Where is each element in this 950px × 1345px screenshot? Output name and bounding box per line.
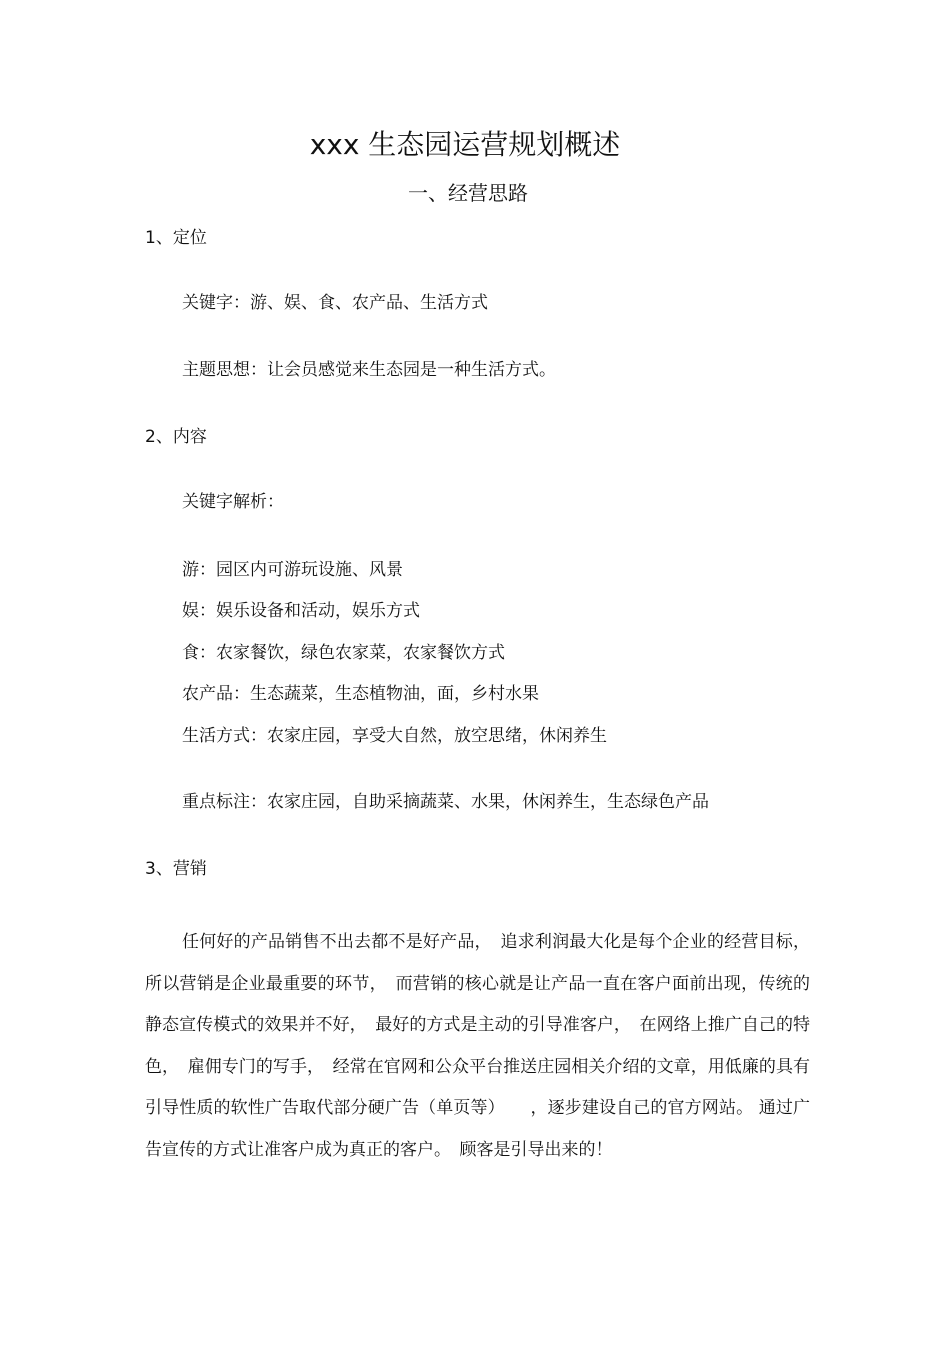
- section2-heading: 2、内容: [145, 427, 207, 447]
- list-item: 食：农家餐饮，绿色农家菜，农家餐饮方式: [182, 643, 505, 663]
- keyword-analysis-label: 关键字解析：: [182, 492, 284, 512]
- section3-heading: 3、营销: [145, 859, 207, 879]
- list-item: 娱：娱乐设备和活动，娱乐方式: [182, 601, 420, 621]
- document-title: xxx 生态园运营规划概述: [309, 128, 621, 161]
- section1-heading: 1、定位: [145, 228, 207, 248]
- theme-line: 主题思想：让会员感觉来生态园是一种生活方式。: [182, 360, 556, 380]
- section-subtitle: 一、经营思路: [408, 181, 528, 205]
- focus-line: 重点标注：农家庄园，自助采摘蔬菜、水果，休闲养生，生态绿色产品: [182, 792, 709, 812]
- list-item: 游：园区内可游玩设施、风景: [182, 560, 403, 580]
- marketing-paragraph: 任何好的产品销售不出去都不是好产品， 追求利润最大化是每个企业的经营目标，所以营销是企业最重要的环节， 而营销的核心就是让产品一直在客户面前出现，传统的静态宣传模式的效果并不好， 最好的方式是主动的引导准客户， 在网络上推广自己的特色， 雇佣专门的写手， 经常在官网和公众平台推送庄园相关介绍的文章，用低廉的具有引导性质的软性广告取代部分硬广告（单页等） ，逐步建设自己的官方网站。 通过广告宣传的方式让准客户成为真正的客户。 顾客是引导出来的！: [145, 932, 810, 1160]
- list-item: 农产品：生态蔬菜，生态植物油，面，乡村水果: [182, 684, 539, 704]
- keywords-line: 关键字：游、娱、食、农产品、生活方式: [182, 293, 488, 313]
- list-item: 生活方式：农家庄园，享受大自然，放空思绪，休闲养生: [182, 726, 607, 746]
